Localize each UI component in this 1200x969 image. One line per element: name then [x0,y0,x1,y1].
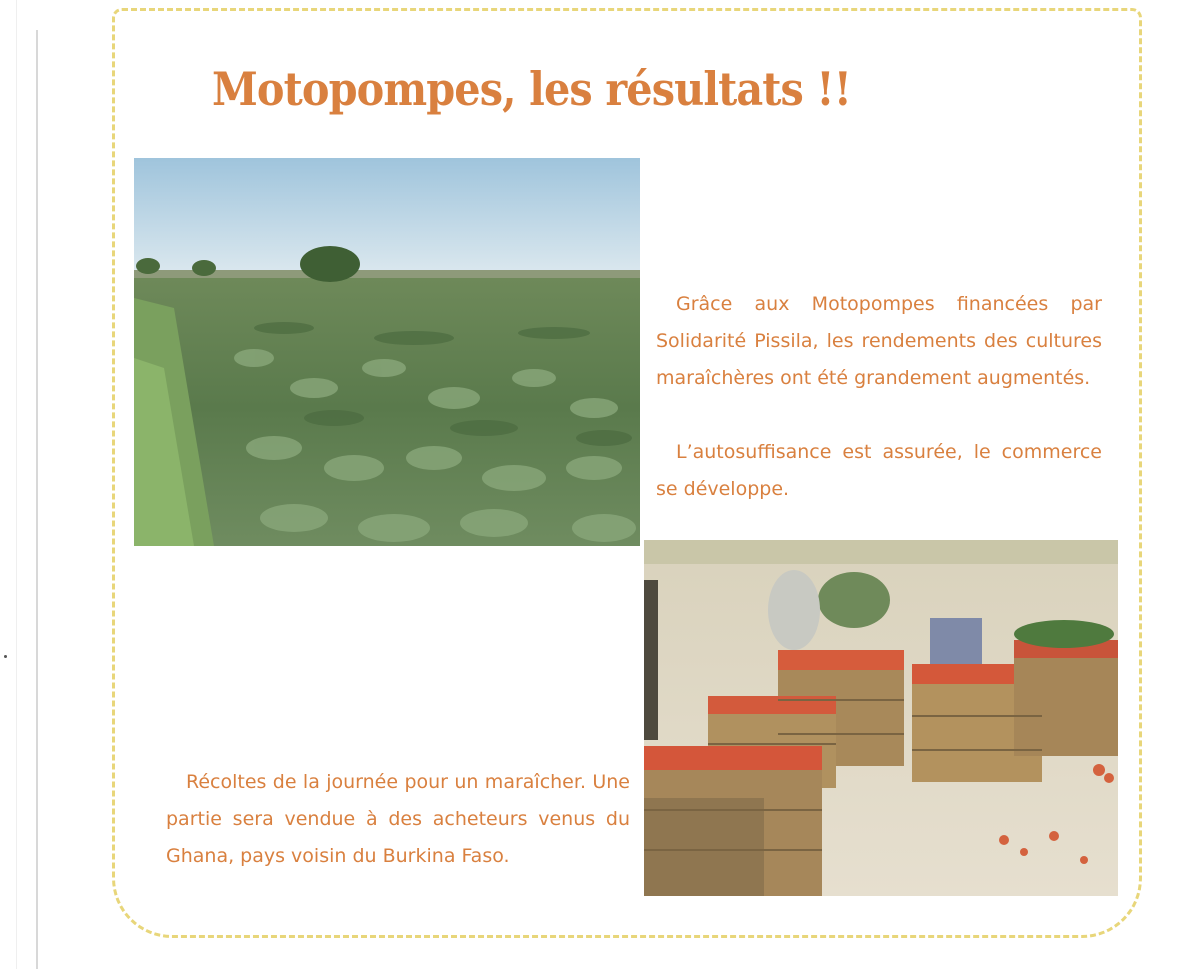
scan-shadow-line [16,0,17,969]
paragraph-recoltes: Récoltes de la journée pour un maraîcher. Une partie sera vendue à des acheteurs venus du Ghana, pays voisin du Burkina Faso. [166,771,630,867]
scan-speck [4,655,7,658]
tomato-harvest-photo [644,540,1118,896]
paragraph-motopompes: Grâce aux Motopompes financées par Solidarité Pissila, les rendements des cultures maraîchères ont été grandement augmentés. [656,293,1102,389]
scan-edge-line [36,30,38,969]
page-title: Motopompes, les résultats !! [212,62,851,116]
vegetable-field-photo [134,158,640,546]
paragraph-autosuffisance: L’autosuffisance est assurée, le commerce se développe. [656,441,1102,500]
